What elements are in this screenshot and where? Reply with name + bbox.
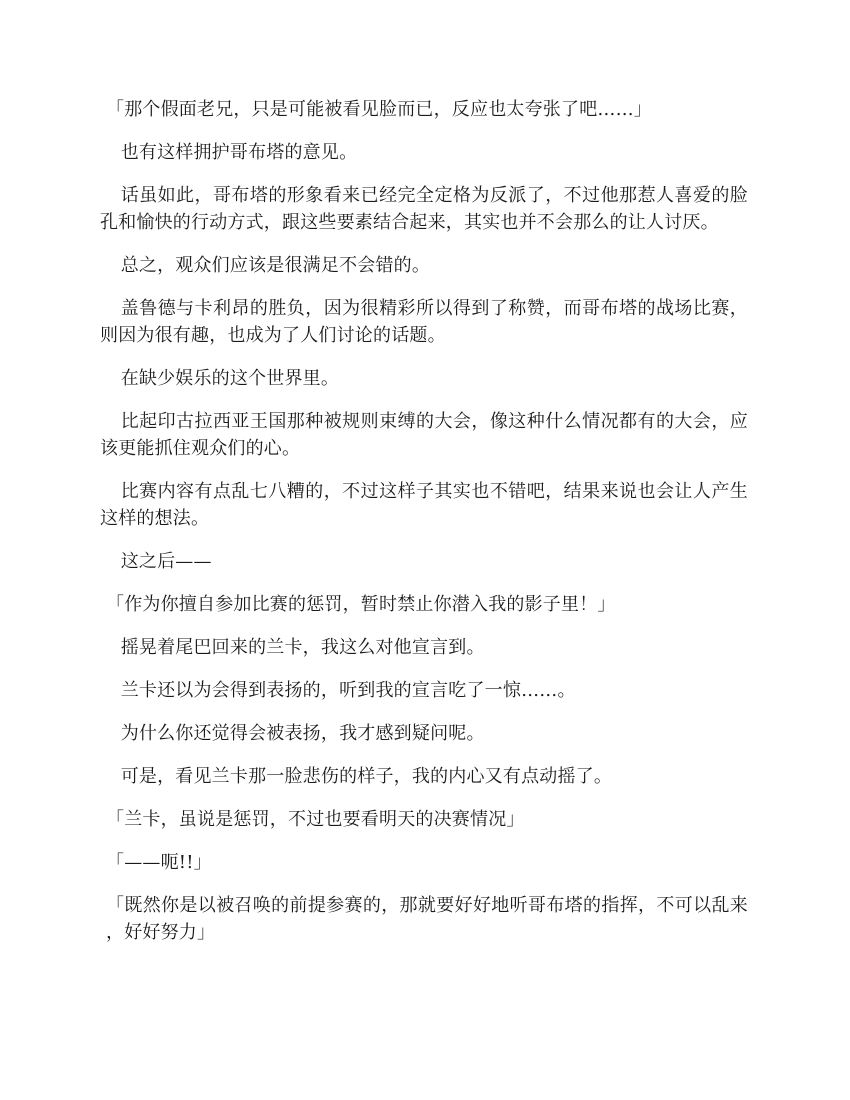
paragraph-2: 也有这样拥护哥布塔的意见。 [120, 142, 358, 163]
paragraph-4: 总之，观众们应该是很满足不会错的。 [120, 255, 431, 276]
paragraph-3: 话虽如此，哥布塔的形象看来已经完全定格为反派了，不过他那惹人喜爱的脸孔和愉快的行动方式，跟这些要素结合起来，其实也并不会那么的让人讨厌。 [100, 185, 748, 233]
paragraph-17: 「既然你是以被召唤的前提参赛的，那就要好好地听哥布塔的指挥，不可以乱来，好好努力」 [106, 895, 748, 943]
paragraph-16: 「——呃!!」 [106, 852, 212, 873]
paragraph-6: 在缺少娱乐的这个世界里。 [120, 368, 340, 389]
paragraph-13: 为什么你还觉得会被表扬，我才感到疑问呢。 [120, 723, 485, 744]
paragraph-7: 比起印古拉西亚王国那种被规则束缚的大会，像这种什么情况都有的大会，应该更能抓住观众们的心。 [100, 411, 748, 459]
paragraph-11: 摇晃着尾巴回来的兰卡，我这么对他宣言到。 [120, 637, 485, 658]
paragraph-5: 盖鲁德与卡利昂的胜负，因为很精彩所以得到了称赞，而哥布塔的战场比赛，则因为很有趣，也成为了人们讨论的话题。 [100, 298, 748, 346]
paragraph-8: 比赛内容有点乱七八糟的，不过这样子其实也不错吧，结果来说也会让人产生这样的想法。 [100, 481, 748, 529]
paragraph-10: 「作为你擅自参加比赛的惩罚，暂时禁止你潜入我的影子里！」 [106, 594, 616, 615]
paragraph-15: 「兰卡，虽说是惩罚，不过也要看明天的决赛情况」 [106, 809, 525, 830]
paragraph-12: 兰卡还以为会得到表扬的，听到我的宣言吃了一惊……。 [120, 680, 576, 701]
paragraph-1: 「那个假面老兄，只是可能被看见脸而已，反应也太夸张了吧……」 [106, 99, 652, 120]
paragraph-9: 这之后—— [120, 551, 212, 572]
paragraph-14: 可是，看见兰卡那一脸悲伤的样子，我的内心又有点动摇了。 [120, 766, 613, 787]
text-column [100, 96, 748, 962]
